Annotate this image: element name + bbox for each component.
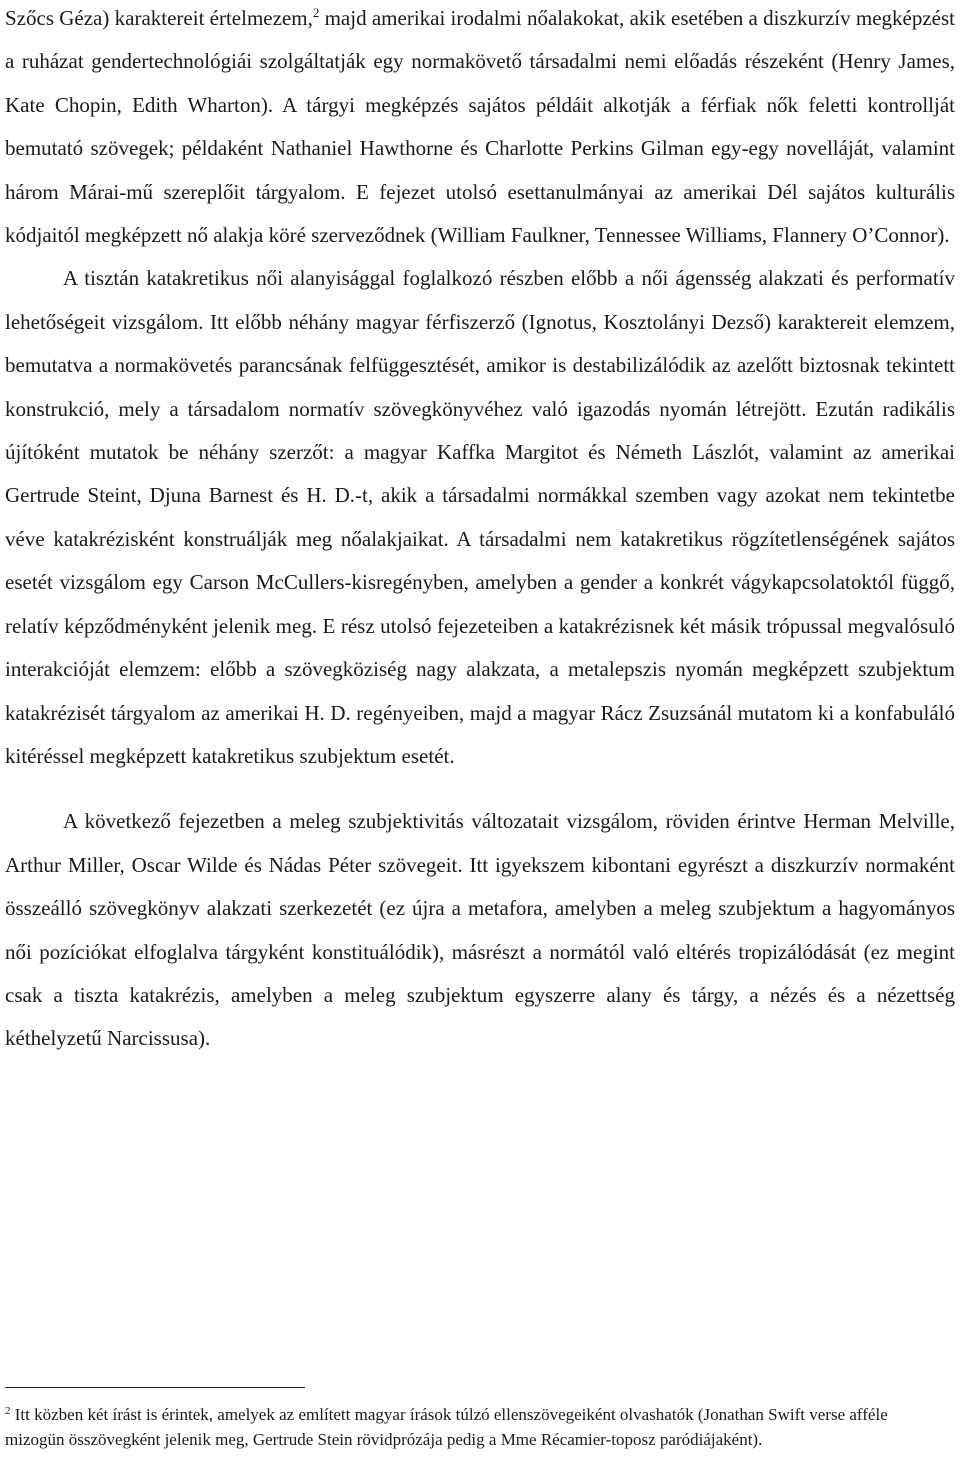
footnote-separator (5, 1387, 305, 1388)
paragraph-1 (5, 0, 955, 257)
footnote-number: 2 (5, 1405, 11, 1417)
footnote-reference[interactable]: 2 (312, 5, 320, 20)
paragraph-1-text-a: Szőcs Géza) karaktereit értelmezem, (5, 6, 313, 30)
paragraph-3: A következő fejezetben a meleg szubjektivitás változatait vizsgálom, röviden érintve Herman Melville, Arthur Miller, Oscar Wilde és Nádas Péter szövegeit. Itt igyekszem kibontani egyrészt a diszkurzív normaként összeálló szövegkönyv alakzati szerkezetét (ez újra a metafora, amelyben a meleg szubjektum a hagyományos női pozíciókat elfoglalva tárgyként konstituálódik), másrészt a normától való eltérés tropizálódását (ez megint csak a tiszta katakrézis, amelyben a meleg szubjektum egyszerre alany és tárgy, a nézés és a nézettség kéthelyzetű Narcissusa). (5, 809, 955, 1051)
footnote-text: Itt közben két írást is érintek, amelyek az említett magyar írások túlzó ellenszövegeiként olvashatók (Jonathan Swift verse afféle mizogün összövegként jelenik meg, Gertrude Stein rövidprózája pedig a Mme Récamier-toposz paródiájaként). (5, 1405, 888, 1449)
paragraph-2: A tisztán katakretikus női alanyisággal foglalkozó részben előbb a női ágensség alakzati és performatív lehetőségeit vizsgálom. Itt előbb néhány magyar férfiszerző (Ignotus, Kosztolányi Dezső) karaktereit elemzem, bemutatva a normakövetés parancsának felfüggesztését, amikor is destabilizálódik az azelőtt biztosnak tekintett konstrukció, mely a társadalom normatív szövegkönyvéhez való igazodás nyomán létrejött. Ezután radikális újítóként mutatok be néhány szerzőt: a magyar Kaffka Margitot és Németh Lászlót, valamint az amerikai Gertrude Steint, Djuna Barnest és H. D.-t, akik a társadalmi normákkal szemben vagy azokat nem tekintetbe véve katakrézisként konstruálják meg nőalakjaikat. A társadalmi nem katakretikus rögzítetlenségének sajátos esetét vizsgálom egy Carson McCullers-kisregényben, amelyben a gender a konkrét vágykapcsolatoktól függő, relatív képződményként jelenik meg. E rész utolsó fejezeteiben a katakrézisnek két másik trópussal megvalósuló interakcióját elemzem: előbb a szövegköziség nagy alakzata, a metalepszis nyomán megképzett szubjektum katakrézisét tárgyalom az amerikai H. D. regényeiben, majd a magyar Rácz Zsuzsánál mutatom ki a konfabuláló kitéréssel megképzett katakretikus szubjektum esetét. (5, 266, 955, 768)
paragraph-1-text-b: majd amerikai irodalmi nőalakokat, akik esetében a diszkurzív megképzést a ruházat gendertechnológiái szolgáltatják egy normakövető társadalmi nemi előadás részeként (Henry James, Kate Chopin, Edith Wharton). A tárgyi megképzés sajátos példáit alkotják a férfiak nők feletti kontrollját bemutató szövegek; példaként Nathaniel Hawthorne és Charlotte Perkins Gilman egy-egy novelláját, valamint három Márai-mű szereplőit tárgyalom. E fejezet utolsó esettanulmányai az amerikai Dél sajátos kulturális kódjaitól megképzett nő alakja köré szerveződnek (William Faulkner, Tennessee Williams, Flannery O’Connor). (5, 6, 955, 248)
document-body (5, 0, 955, 1061)
footnote (5, 1402, 945, 1452)
